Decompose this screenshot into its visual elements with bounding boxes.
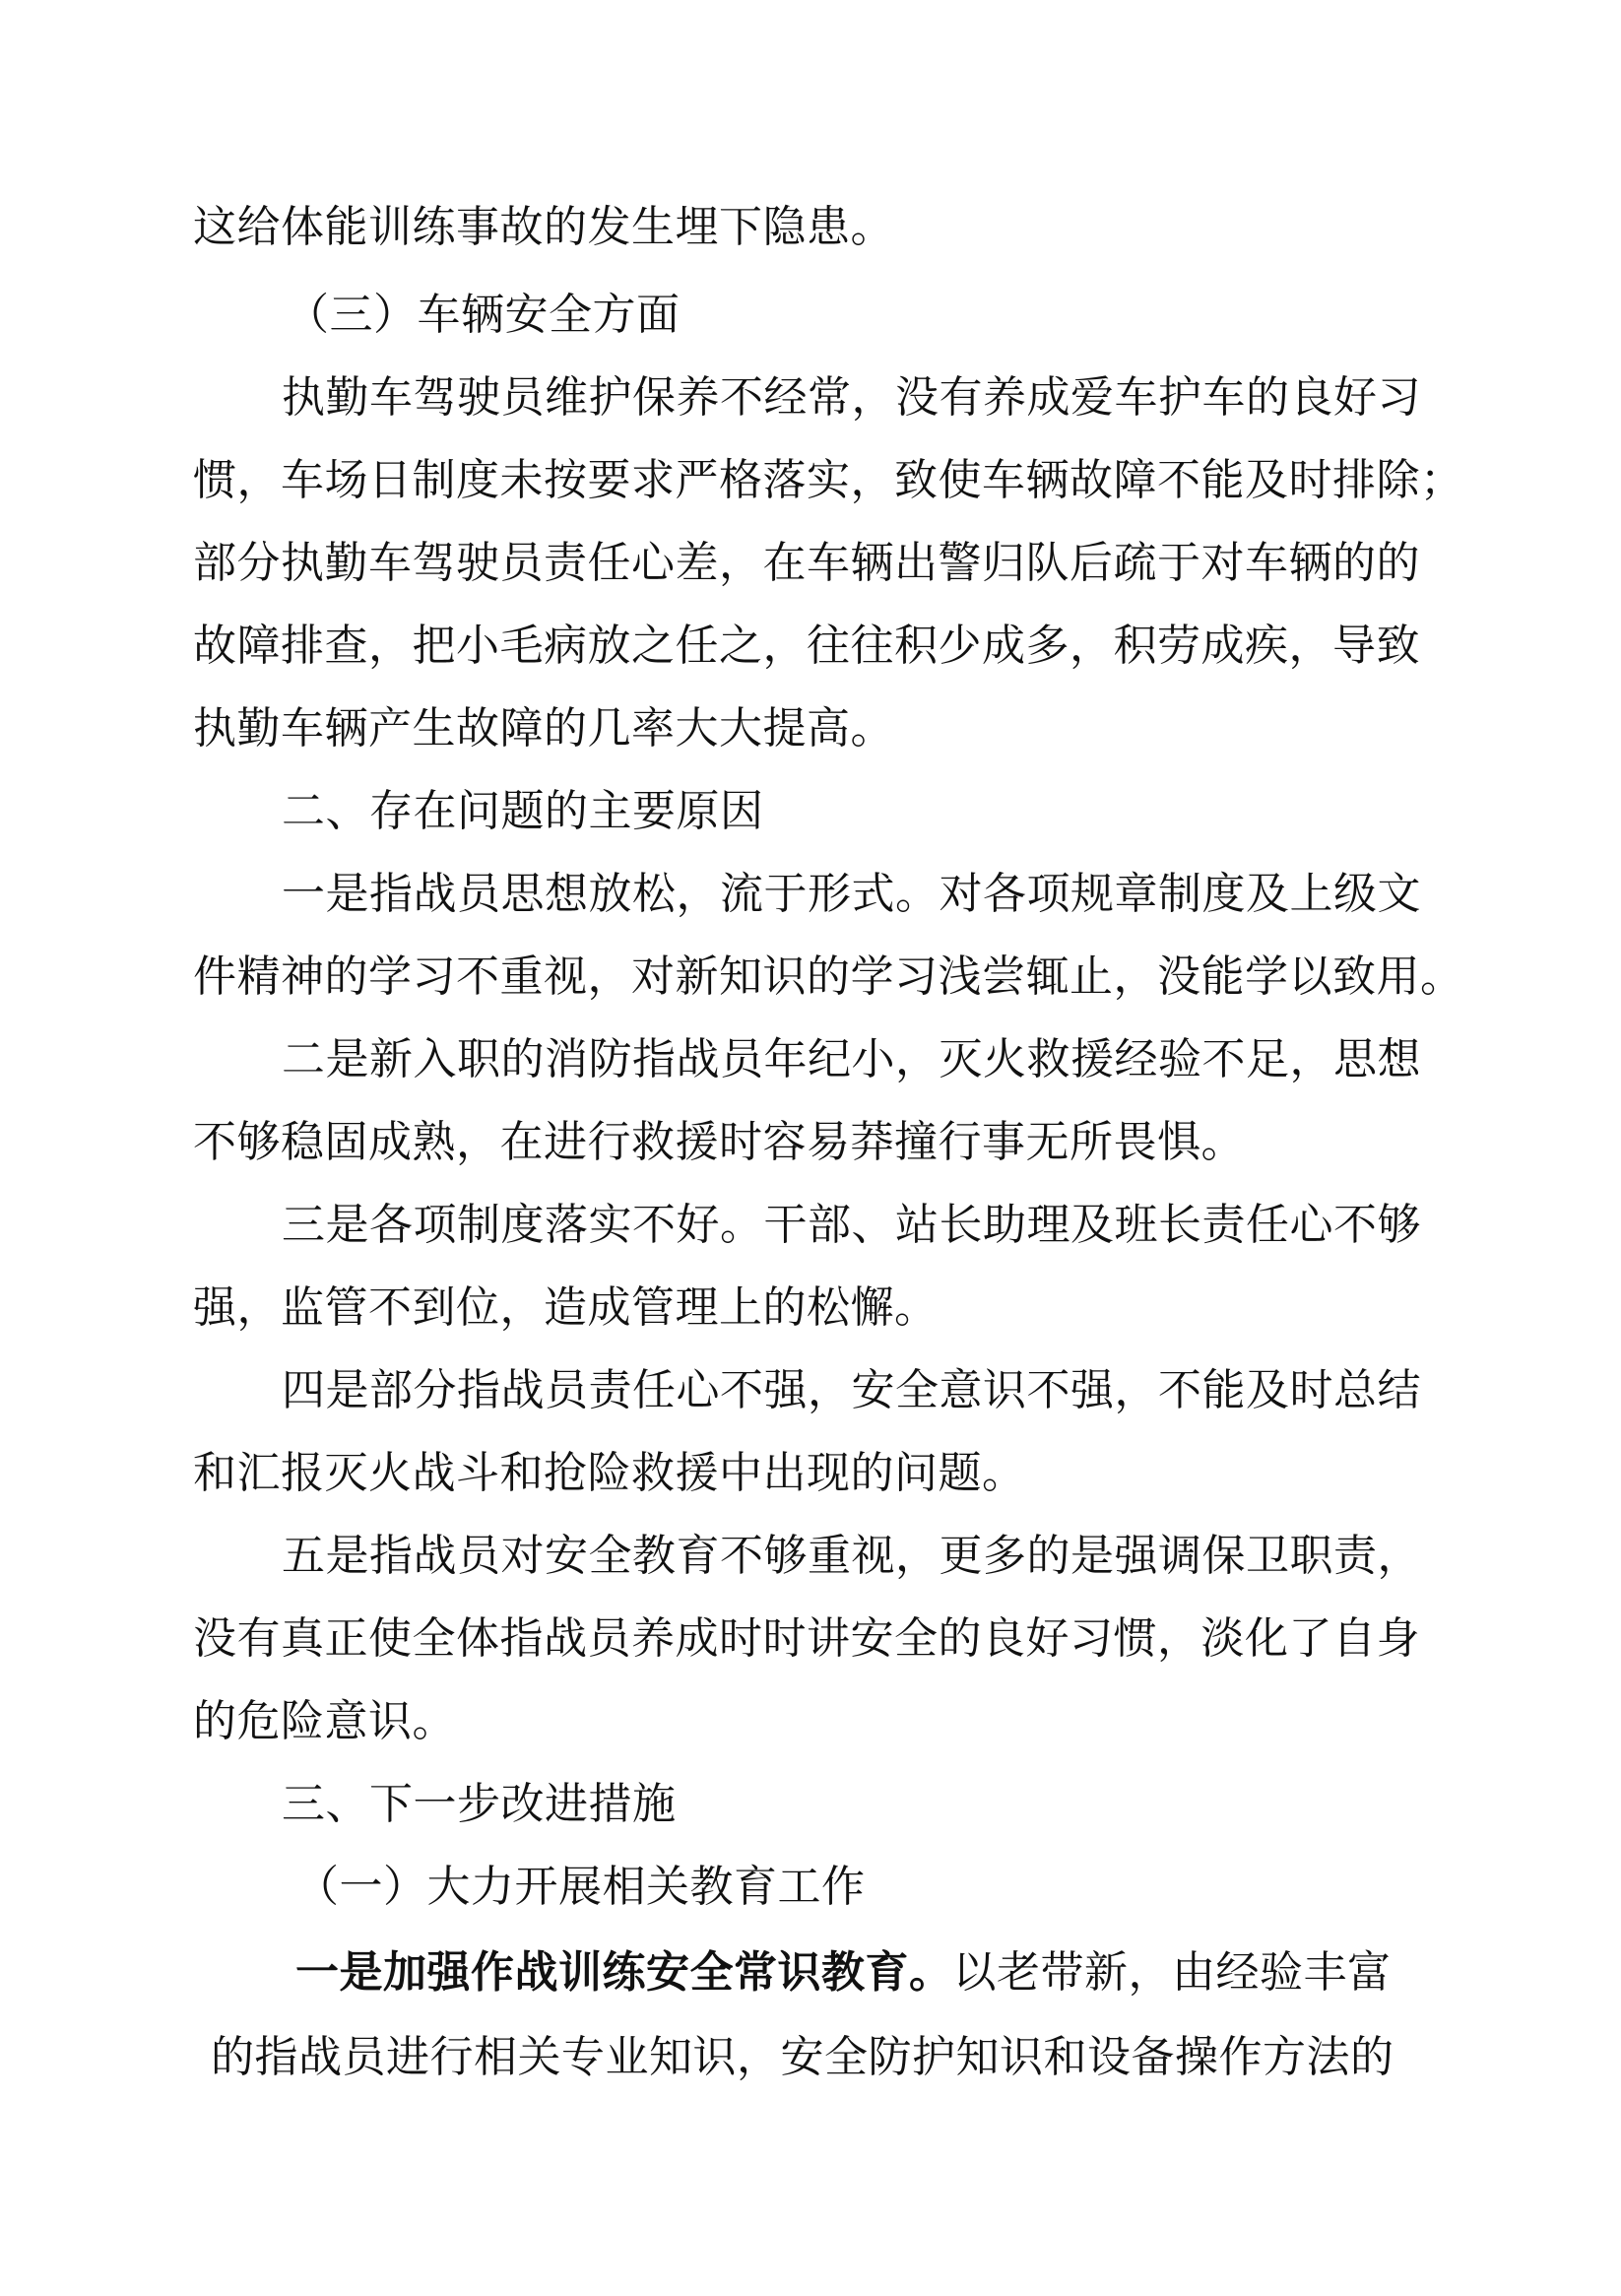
- body-line: 三是各项制度落实不好。干部、站长助理及班长责任心不够: [282, 1200, 1421, 1250]
- bold-lead-text: 一是加强作战训练安全常识教育。: [295, 1947, 953, 1998]
- body-line: 执勤车辆产生故障的几率大大提高。: [193, 703, 894, 754]
- body-line: 的危险意识。: [193, 1696, 456, 1746]
- section-heading: （三）车辆安全方面: [286, 290, 681, 340]
- body-line: 故障排查，把小毛病放之任之，往往积少成多，积劳成疾，导致: [193, 621, 1420, 671]
- body-line: 一是指战员思想放松，流于形式。对各项规章制度及上级文: [282, 869, 1421, 919]
- body-line: 执勤车驾驶员维护保养不经常，没有养成爱车护车的良好习: [282, 372, 1421, 423]
- section-heading: 二、存在问题的主要原因: [282, 786, 764, 836]
- body-line: 件精神的学习不重视，对新知识的学习浅尝辄止，没能学以致用。: [193, 951, 1464, 1002]
- body-line: 五是指战员对安全教育不够重视，更多的是强调保卫职责，: [282, 1531, 1421, 1581]
- body-line: 惯，车场日制度未按要求严格落实，致使车辆故障不能及时排除；: [193, 455, 1464, 505]
- section-heading: （一）大力开展相关教育工作: [295, 1862, 866, 1912]
- body-text: 以老带新，由经验丰富: [952, 1947, 1392, 1998]
- body-line: 二是新入职的消防指战员年纪小，灭火救援经验不足，思想: [282, 1034, 1421, 1084]
- body-line-mixed: [295, 1945, 1392, 2001]
- body-line: 强，监管不到位，造成管理上的松懈。: [193, 1282, 939, 1333]
- body-line: 这给体能训练事故的发生埋下隐患。: [193, 202, 894, 252]
- body-line: 没有真正使全体指战员养成时时讲安全的良好习惯，淡化了自身: [193, 1613, 1420, 1664]
- body-line: 和汇报灭火战斗和抢险救援中出现的问题。: [193, 1448, 1026, 1498]
- body-line: 不够稳固成熟，在进行救援时容易莽撞行事无所畏惧。: [193, 1117, 1245, 1167]
- body-line: 四是部分指战员责任心不强，安全意识不强，不能及时总结: [282, 1365, 1421, 1415]
- body-line: 的指战员进行相关专业知识，安全防护知识和设备操作方法的: [211, 2032, 1394, 2082]
- section-heading: 三、下一步改进措施: [282, 1779, 677, 1829]
- body-line: 部分执勤车驾驶员责任心差，在车辆出警归队后疏于对车辆的的: [193, 538, 1420, 588]
